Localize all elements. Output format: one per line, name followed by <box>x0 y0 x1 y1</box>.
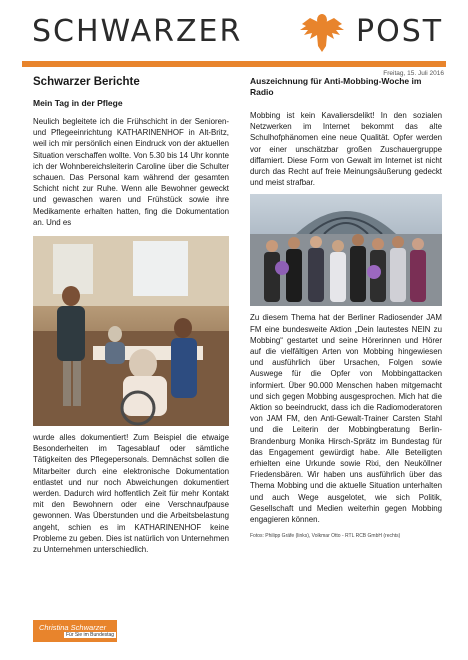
care-home-photo <box>33 236 229 426</box>
header-divider <box>22 61 446 67</box>
award-photo <box>250 194 442 306</box>
photo-credit: Fotos: Philipp Gräfe (links), Volkmar Otto - RTL RCB GmbH (rechts) <box>250 533 401 540</box>
article-care-para-2: wurde alles dokumentiert! Zum Beispiel die etwaige Besonderheiten im Tagesablauf oder sämtliche Tätigkeiten des Pflegepersonals. Demnächst sollen die Mitarbeiter durch eine elektronische Dokumentation entlastet und nur noch Abweichungen dokumentiert werden. Dadurch wird hoffentlich Zeit für mehr Kontakt mit den Bewohnern oder eine Verschnaufpause gewonnen. Was Überstunden und die Arbeitsbelastung angeht, schien es im KATHARINENHOF keine Probleme zu geben. Dies ist natürlich von Unternehmen zu Unternehmen unterschiedlich. <box>33 433 229 555</box>
masthead-title-left: SCHWARZER <box>32 14 243 49</box>
article-mobbing-para-1: Mobbing ist kein Kavaliersdelikt! In den sozialen Netzwerken im Internet bekommt das alte Schulhofphänomen eine neue Qualität. Opfer werden vor einer unschätzbar großen Zuschauergruppe diffamiert. Diese Form von Gewalt im Internet ist nicht durch das Recht auf freie Meinungsäußerung gedeckt und meist strafbar. <box>250 111 442 188</box>
author-badge <box>33 620 117 642</box>
author-name: Christina Schwarzer <box>39 623 107 632</box>
article-care-para-1: Neulich begleitete ich die Frühschicht in der Senioren- und Pflegeeinrichtung KATHARINENHOF in Alt-Britz, weil ich mir persönlich einen Eindruck von der aktuellen Situation verschaffen wollte. Von 5.30 bis 14 Uhr konnte ich der Wohnbereichsleiterin Caroline über die Schulter schauen. Das Personal kam während der gesamten Schicht nicht zur Ruhe. Wenn alle Bewohner geweckt und gewaschen waren und Frühstück sowie ihre Medikamente erhalten hatten, fing die Dokumentation an. Und es <box>33 117 229 227</box>
masthead <box>0 0 468 60</box>
issue-date: Freitag, 15. Juli 2016 <box>383 70 444 77</box>
left-column <box>33 76 229 555</box>
masthead-title-right: POST <box>356 14 444 49</box>
eagle-icon <box>298 10 346 54</box>
article-title-mobbing: Auszeichnung für Anti-Mobbing-Woche im Radio <box>250 76 422 97</box>
author-tagline: Für Sie im Bundestag <box>66 632 115 638</box>
section-title: Schwarzer Berichte <box>33 76 140 88</box>
article-title-care: Mein Tag in der Pflege <box>33 98 123 108</box>
right-column <box>250 76 442 539</box>
article-mobbing-para-2: Zu diesem Thema hat der Berliner Radiosender JAM FM eine bundesweite Aktion „Dein lautestes NEIN zu Mobbing“ gestartet und seine Hörerinnen und Hörer auf die vielfältigen Arten von Mobbing hingewiesen und ausführlich über Ursachen, Folgen sowie Auswege für die Opfer von Mobbingattacken informiert. Über 90.000 Menschen haben mitgemacht und sich gegen Mobbing ausgesprochen. Mich hat die Aktion so beeindruckt, dass ich die Radiomoderatoren von JAM FM, den Anti-Gewalt-Trainer Carsten Stahl und die Leiterin der Mobbingberatung Berlin-Brandenburg Monika Hirsch-Sprätz im Bundestag für das Engagement gewürdigt habe. Alle Beteiligten erhielten eine Urkunde sowie Rixi, den Neuköllner Friedensbären. Wir haben uns ausführlich über das Thema Mobbing und die aktuelle Situation unterhalten und auch Wege ausgelotet, wie sich Politik, Gesellschaft und Medien weiterhin gegen Mobbing engagieren können. <box>250 313 442 525</box>
